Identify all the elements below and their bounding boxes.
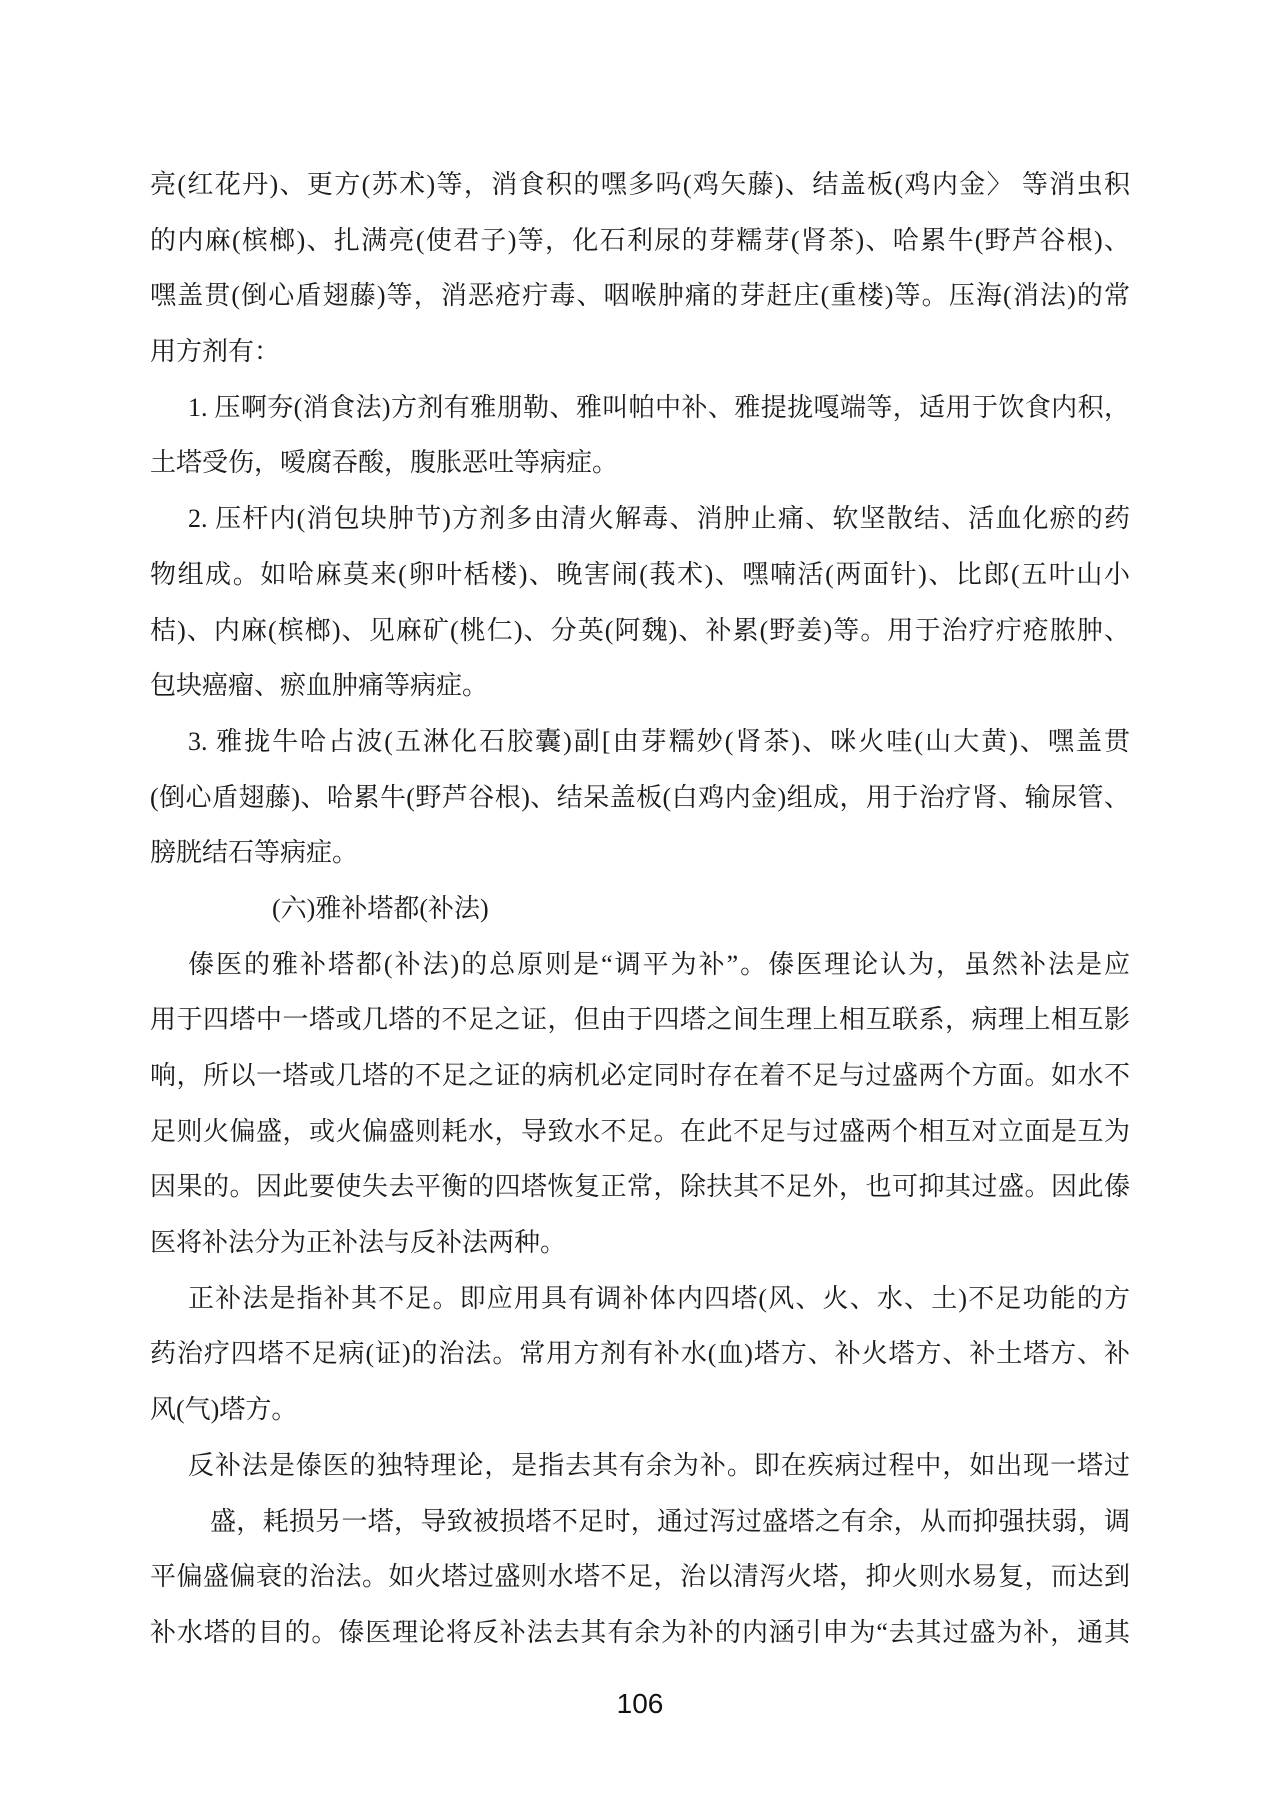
text-line: 3. 雅拢牛哈占波(五淋化石胶囊)副[由芽糯妙(肾茶)、咪火哇(山大黄)、嘿盖贯 [188, 726, 1130, 756]
text-line: 桔)、内麻(槟榔)、见麻矿(桃仁)、分英(阿魏)、补累(野姜)等。用于治疗疔疮脓肿、 [150, 615, 1130, 645]
text-line: 包块癌瘤、瘀血肿痛等病症。 [150, 671, 489, 701]
text-line: 响，所以一塔或几塔的不足之证的病机必定同时存在着不足与过盛两个方面。如水不 [150, 1061, 1130, 1090]
text-line: 膀胱结石等病症。 [150, 838, 359, 868]
text-line: 平偏盛偏衰的治法。如火塔过盛则水塔不足，治以清泻火塔，抑火则水易复，而达到 [150, 1562, 1130, 1592]
text-line: 风(气)塔方。 [150, 1395, 298, 1425]
text-line: 正补法是指补其不足。即应用具有调补体内四塔(风、火、水、土)不足功能的方 [188, 1283, 1130, 1313]
text-line: 反补法是傣医的独特理论，是指去其有余为补。即在疾病过程中，如出现一塔过 [188, 1450, 1130, 1480]
document-body [150, 157, 1130, 1661]
text-line: (倒心盾翅藤)、哈累牛(野芦谷根)、结呆盖板(白鸡内金)组成，用于治疗肾、输尿管、 [150, 782, 1130, 812]
page-number: 106 [616, 1688, 664, 1719]
text-line: 亮(红花丹)、更方(苏术)等，消食积的嘿多吗(鸡矢藤)、结盖板(鸡内金〉 等消虫积 [150, 170, 1130, 199]
text-line: 1. 压啊夯(消食法)方剂有雅朋勒、雅叫帕中补、雅提拢嘎端等，适用于饮食内积， [188, 392, 1130, 422]
text-line: 物组成。如哈麻莫来(卵叶栝楼)、晚害闹(莪术)、嘿喃活(两面针)、比郎(五叶山小 [150, 559, 1130, 589]
text-line: 足则火偏盛，或火偏盛则耗水，导致水不足。在此不足与过盛两个相互对立面是互为 [150, 1116, 1130, 1146]
text-line: 补水塔的目的。傣医理论将反补法去其有余为补的内涵引申为“去其过盛为补，通其 [150, 1617, 1130, 1647]
text-line: 傣医的雅补塔都(补法)的总原则是“调平为补”。傣医理论认为，虽然补法是应 [188, 949, 1130, 979]
text-line: 2. 压杆内(消包块肿节)方剂多由清火解毒、消肿止痛、软坚散结、活血化瘀的药 [188, 504, 1130, 534]
text-line: 因果的。因此要使失去平衡的四塔恢复正常，除扶其不足外，也可抑其过盛。因此傣 [150, 1172, 1130, 1202]
text-line: 药治疗四塔不足病(证)的治法。常用方剂有补水(血)塔方、补火塔方、补土塔方、补 [150, 1339, 1130, 1369]
text-line: 的内麻(槟榔)、扎满亮(使君子)等，化石利尿的芽糯芽(肾茶)、哈累牛(野芦谷根)、 [150, 225, 1130, 255]
text-line: 用于四塔中一塔或几塔的不足之证，但由于四塔之间生理上相互联系，病理上相互影 [150, 1005, 1130, 1035]
text-line: 医将补法分为正补法与反补法两种。 [150, 1228, 567, 1258]
text-line: 土塔受伤，嗳腐吞酸，腹胀恶吐等病症。 [150, 448, 619, 478]
text-line: 嘿盖贯(倒心盾翅藤)等，消恶疮疔毒、咽喉肿痛的芽赶庄(重楼)等。压海(消法)的常 [150, 281, 1130, 311]
text-line: 用方剂有： [150, 337, 281, 367]
text-line: 盛，耗损另一塔，导致被损塔不足时，通过泻过盛塔之有余，从而抑强扶弱，调 [210, 1506, 1130, 1536]
text-line: (六)雅补塔都(补法) [272, 893, 489, 923]
